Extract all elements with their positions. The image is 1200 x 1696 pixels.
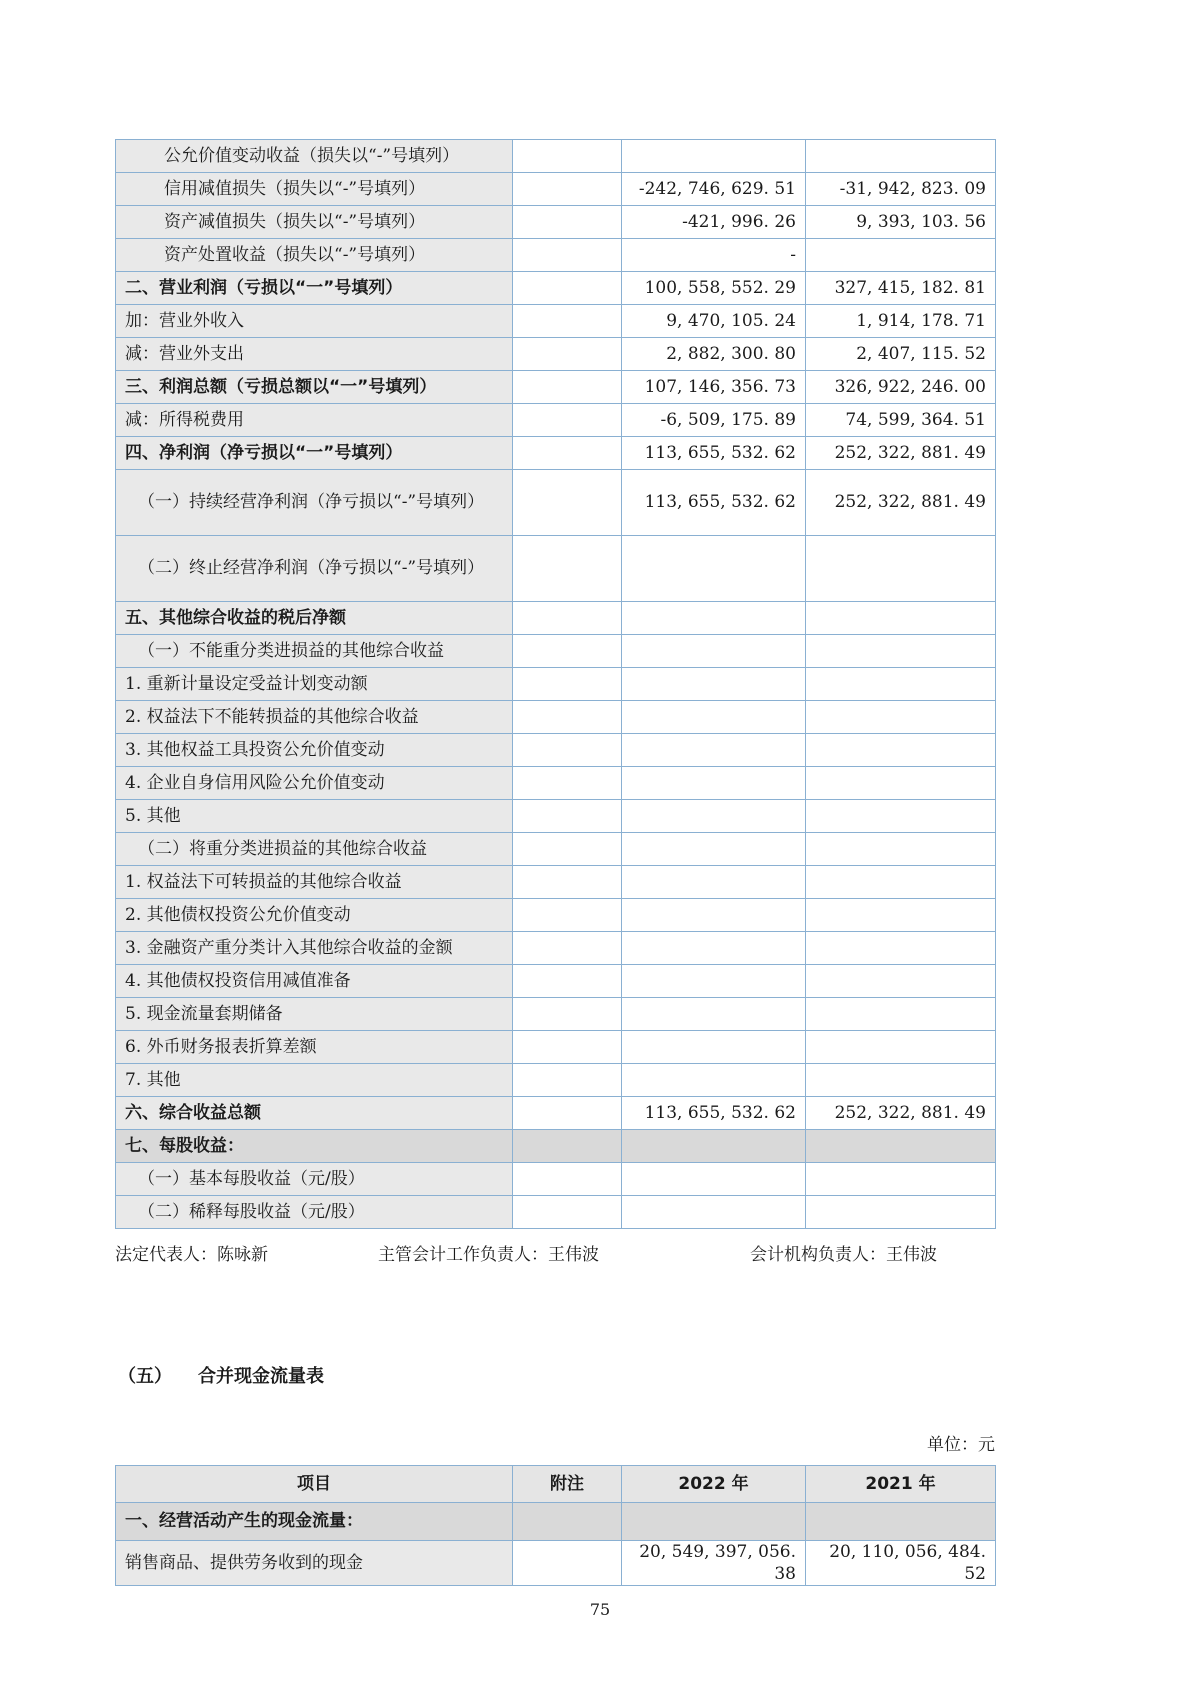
value-2022-cell <box>622 767 806 800</box>
note-cell <box>513 866 622 899</box>
table-row <box>116 1031 996 1064</box>
note-cell <box>513 1064 622 1097</box>
item-cell: 三、利润总额（亏损总额以“一”号填列） <box>116 371 513 404</box>
item-cell: （二）将重分类进损益的其他综合收益 <box>116 833 513 866</box>
note-cell <box>513 338 622 371</box>
value-2022-cell <box>622 866 806 899</box>
value-2022-cell <box>622 998 806 1031</box>
item-cell: 2. 权益法下不能转损益的其他综合收益 <box>116 701 513 734</box>
table-row <box>116 668 996 701</box>
value-2021-cell <box>806 1064 996 1097</box>
value-2021-cell <box>806 536 996 602</box>
header-item: 项目 <box>116 1466 513 1503</box>
table-row <box>116 404 996 437</box>
note-cell <box>513 899 622 932</box>
item-cell: （二）稀释每股收益（元/股） <box>116 1196 513 1229</box>
item-cell: 资产减值损失（损失以“-”号填列） <box>116 206 513 239</box>
note-cell <box>513 701 622 734</box>
value-2021-cell <box>806 998 996 1031</box>
note-cell <box>513 1130 622 1163</box>
item-cell: 4. 企业自身信用风险公允价值变动 <box>116 767 513 800</box>
note-cell <box>513 404 622 437</box>
item-cell: 5. 其他 <box>116 800 513 833</box>
value-2022-cell <box>622 965 806 998</box>
item-cell: 四、净利润（净亏损以“一”号填列） <box>116 437 513 470</box>
value-2022-cell <box>622 140 806 173</box>
note-cell <box>513 1163 622 1196</box>
table-row <box>116 866 996 899</box>
table-row <box>116 1196 996 1229</box>
value-2021-cell: 2, 407, 115. 52 <box>806 338 996 371</box>
table-row <box>116 932 996 965</box>
value-2022-cell <box>622 1196 806 1229</box>
value-2022-cell <box>622 734 806 767</box>
section-title: 合并现金流量表 <box>198 1366 324 1387</box>
note-cell <box>513 1097 622 1130</box>
note-cell <box>513 734 622 767</box>
value-2021-cell <box>806 701 996 734</box>
note-cell <box>513 470 622 536</box>
table-row <box>116 305 996 338</box>
value-2022-cell <box>622 536 806 602</box>
header-2022: 2022 年 <box>622 1466 806 1503</box>
value-2022-cell <box>622 701 806 734</box>
value-2022-cell <box>622 1064 806 1097</box>
item-cell: 4. 其他债权投资信用减值准备 <box>116 965 513 998</box>
note-cell <box>513 965 622 998</box>
table-row <box>116 800 996 833</box>
table-row <box>116 965 996 998</box>
value-2021-cell <box>806 1130 996 1163</box>
value-2021-cell: 252, 322, 881. 49 <box>806 437 996 470</box>
value-2022-cell: 20, 549, 397, 056. 38 <box>622 1541 806 1586</box>
table-row <box>116 239 996 272</box>
table-row <box>116 899 996 932</box>
value-2022-cell <box>622 899 806 932</box>
value-2021-cell: 327, 415, 182. 81 <box>806 272 996 305</box>
table-row <box>116 140 996 173</box>
value-2021-cell <box>806 833 996 866</box>
note-cell <box>513 1503 622 1541</box>
value-2022-cell <box>622 1163 806 1196</box>
value-2021-cell <box>806 965 996 998</box>
item-cell: （一）不能重分类进损益的其他综合收益 <box>116 635 513 668</box>
signature-line <box>115 1240 995 1266</box>
value-2021-cell: -31, 942, 823. 09 <box>806 173 996 206</box>
item-cell: 二、营业利润（亏损以“一”号填列） <box>116 272 513 305</box>
item-cell: 1. 权益法下可转损益的其他综合收益 <box>116 866 513 899</box>
value-2021-cell <box>806 1031 996 1064</box>
value-2022-cell: 113, 655, 532. 62 <box>622 1097 806 1130</box>
value-2022-cell <box>622 1130 806 1163</box>
value-2022-cell: -6, 509, 175. 89 <box>622 404 806 437</box>
table-row <box>116 1163 996 1196</box>
item-cell: 3. 金融资产重分类计入其他综合收益的金额 <box>116 932 513 965</box>
table-row <box>116 635 996 668</box>
income-statement-body <box>116 140 996 1229</box>
value-2021-cell <box>806 239 996 272</box>
value-2022-cell: - <box>622 239 806 272</box>
value-2021-cell <box>806 899 996 932</box>
value-2021-cell <box>806 734 996 767</box>
item-cell: 减：营业外支出 <box>116 338 513 371</box>
value-2022-cell <box>622 1031 806 1064</box>
table-row <box>116 1503 996 1541</box>
note-cell <box>513 437 622 470</box>
table-row <box>116 1064 996 1097</box>
value-2021-cell <box>806 800 996 833</box>
unit-label: 单位：元 <box>927 1435 995 1455</box>
table-row <box>116 998 996 1031</box>
value-2022-cell: 107, 146, 356. 73 <box>622 371 806 404</box>
header-note: 附注 <box>513 1466 622 1503</box>
table-row <box>116 1097 996 1130</box>
item-cell: 减：所得税费用 <box>116 404 513 437</box>
item-cell: 2. 其他债权投资公允价值变动 <box>116 899 513 932</box>
value-2021-cell <box>806 932 996 965</box>
chief-accounting-officer: 主管会计工作负责人：王伟波 <box>378 1245 599 1265</box>
accounting-department-head: 会计机构负责人：王伟波 <box>750 1245 937 1265</box>
value-2021-cell <box>806 635 996 668</box>
note-cell <box>513 536 622 602</box>
value-2022-cell <box>622 833 806 866</box>
item-cell: 1. 重新计量设定受益计划变动额 <box>116 668 513 701</box>
note-cell <box>513 1031 622 1064</box>
note-cell <box>513 833 622 866</box>
note-cell <box>513 767 622 800</box>
value-2022-cell <box>622 800 806 833</box>
note-cell <box>513 668 622 701</box>
income-statement-table <box>115 139 996 1229</box>
cashflow-table <box>115 1465 996 1586</box>
item-cell: 信用减值损失（损失以“-”号填列） <box>116 173 513 206</box>
note-cell <box>513 932 622 965</box>
item-cell: 6. 外币财务报表折算差额 <box>116 1031 513 1064</box>
table-row <box>116 1130 996 1163</box>
note-cell <box>513 140 622 173</box>
table-row <box>116 470 996 536</box>
value-2021-cell <box>806 668 996 701</box>
note-cell <box>513 272 622 305</box>
item-cell: 7. 其他 <box>116 1064 513 1097</box>
table-row <box>116 767 996 800</box>
section-heading <box>118 1362 324 1388</box>
value-2021-cell <box>806 140 996 173</box>
value-2021-cell: 9, 393, 103. 56 <box>806 206 996 239</box>
item-cell: 3. 其他权益工具投资公允价值变动 <box>116 734 513 767</box>
table-row <box>116 602 996 635</box>
note-cell <box>513 305 622 338</box>
table-row <box>116 338 996 371</box>
value-2021-cell <box>806 866 996 899</box>
value-2021-cell <box>806 1503 996 1541</box>
item-cell: 五、其他综合收益的税后净额 <box>116 602 513 635</box>
legal-representative: 法定代表人：陈咏新 <box>115 1245 268 1265</box>
item-cell: 一、经营活动产生的现金流量： <box>116 1503 513 1541</box>
section-number: （五） <box>118 1366 172 1387</box>
value-2022-cell: -421, 996. 26 <box>622 206 806 239</box>
value-2022-cell: 113, 655, 532. 62 <box>622 470 806 536</box>
table-row <box>116 173 996 206</box>
note-cell <box>513 800 622 833</box>
note-cell <box>513 173 622 206</box>
note-cell <box>513 371 622 404</box>
item-cell: 资产处置收益（损失以“-”号填列） <box>116 239 513 272</box>
value-2022-cell: 113, 655, 532. 62 <box>622 437 806 470</box>
item-cell: 公允价值变动收益（损失以“-”号填列） <box>116 140 513 173</box>
table-row <box>116 1541 996 1586</box>
item-cell: 销售商品、提供劳务收到的现金 <box>116 1541 513 1586</box>
item-cell: （一）基本每股收益（元/股） <box>116 1163 513 1196</box>
note-cell <box>513 602 622 635</box>
table-row <box>116 833 996 866</box>
value-2021-cell <box>806 1196 996 1229</box>
item-cell: 七、每股收益： <box>116 1130 513 1163</box>
value-2022-cell <box>622 668 806 701</box>
value-2021-cell: 326, 922, 246. 00 <box>806 371 996 404</box>
value-2021-cell: 74, 599, 364. 51 <box>806 404 996 437</box>
table-row <box>116 536 996 602</box>
value-2022-cell: -242, 746, 629. 51 <box>622 173 806 206</box>
table-row <box>116 437 996 470</box>
table-row <box>116 206 996 239</box>
table-row <box>116 272 996 305</box>
value-2021-cell <box>806 602 996 635</box>
table-row <box>116 371 996 404</box>
item-cell: 加：营业外收入 <box>116 305 513 338</box>
value-2022-cell: 9, 470, 105. 24 <box>622 305 806 338</box>
value-2022-cell <box>622 635 806 668</box>
note-cell <box>513 998 622 1031</box>
item-cell: 六、综合收益总额 <box>116 1097 513 1130</box>
value-2022-cell <box>622 1503 806 1541</box>
table-row <box>116 701 996 734</box>
note-cell <box>513 239 622 272</box>
value-2021-cell: 252, 322, 881. 49 <box>806 470 996 536</box>
header-2021: 2021 年 <box>806 1466 996 1503</box>
item-cell: 5. 现金流量套期储备 <box>116 998 513 1031</box>
note-cell <box>513 1541 622 1586</box>
value-2022-cell: 100, 558, 552. 29 <box>622 272 806 305</box>
value-2021-cell <box>806 1163 996 1196</box>
table-row <box>116 734 996 767</box>
note-cell <box>513 1196 622 1229</box>
value-2021-cell <box>806 767 996 800</box>
value-2022-cell <box>622 932 806 965</box>
note-cell <box>513 635 622 668</box>
item-cell: （二）终止经营净利润（净亏损以“-”号填列） <box>116 536 513 602</box>
value-2021-cell: 1, 914, 178. 71 <box>806 305 996 338</box>
value-2022-cell <box>622 602 806 635</box>
page-number: 75 <box>589 1600 611 1619</box>
cashflow-header-row <box>116 1466 996 1503</box>
value-2022-cell: 2, 882, 300. 80 <box>622 338 806 371</box>
item-cell: （一）持续经营净利润（净亏损以“-”号填列） <box>116 470 513 536</box>
value-2021-cell: 20, 110, 056, 484. 52 <box>806 1541 996 1586</box>
note-cell <box>513 206 622 239</box>
value-2021-cell: 252, 322, 881. 49 <box>806 1097 996 1130</box>
